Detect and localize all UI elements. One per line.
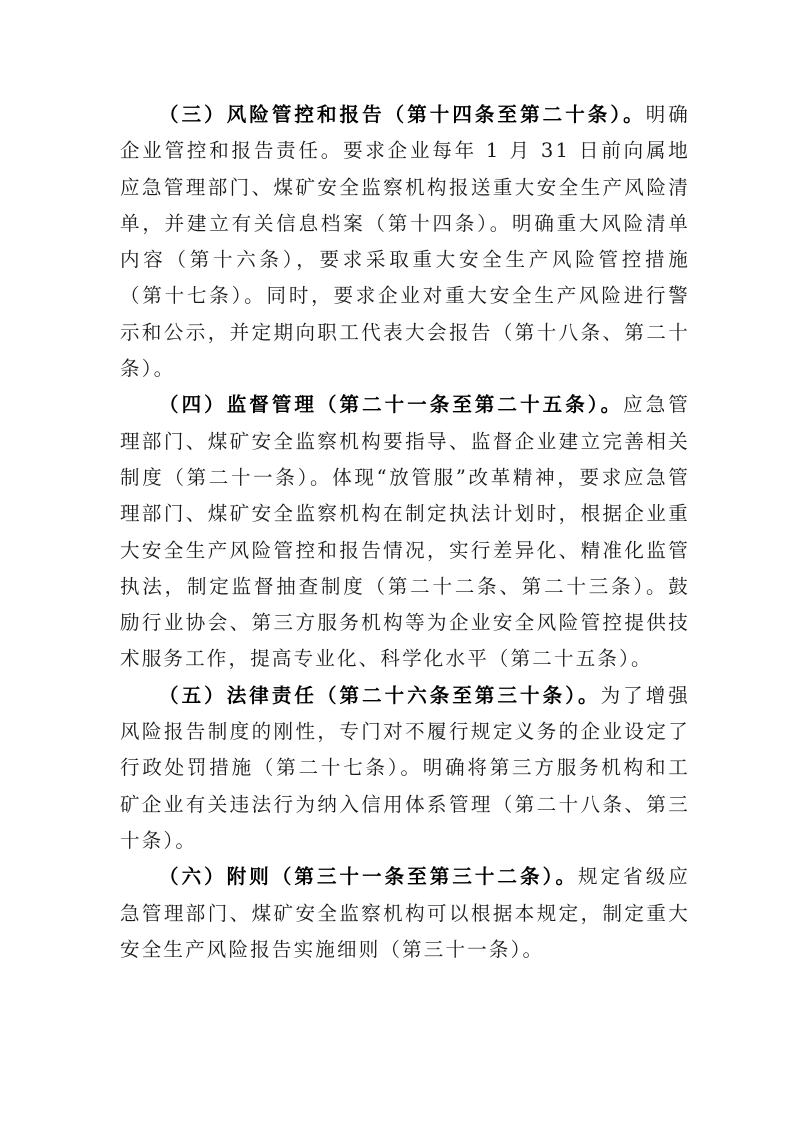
section-body: 为了增强风险报告制度的刚性，专门对不履行规定义务的企业设定了行政处罚措施（第二十七条）。明确将第三方服务机构和工矿企业有关违法行为纳入信用体系管理（第二十八条、第三十条）。 <box>120 683 690 852</box>
document-page <box>120 97 690 968</box>
section-body: 规定省级应急管理部门、煤矿安全监察机构可以根据本规定，制定重大安全生产风险报告实施细则（第三十一条）。 <box>120 865 690 961</box>
section-body: 明确企业管控和报告责任。要求企业每年 1 月 31 日前向属地应急管理部门、煤矿安全监察机构报送重大安全生产风险清单，并建立有关信息档案（第十四条）。明确重大风险清单内容（第十六条），要求采取重大安全生产风险管控措施（第十七条）。同时，要求企业对重大安全生产风险进行警示和公示，并定期向职工代表大会报告（第十八条、第二十条）。 <box>120 103 691 381</box>
section-heading: （五）法律责任（第二十六条至第三十条）。 <box>159 683 601 707</box>
section-heading: （四）监督管理（第二十一条至第二十五条）。 <box>159 393 624 417</box>
section-legal-liability <box>120 678 690 859</box>
section-body: 应急管理部门、煤矿安全监察机构要指导、监督企业建立完善相关制度（第二十一条）。体现“放管服”改革精神，要求应急管理部门、煤矿安全监察机构在制定执法计划时，根据企业重大安全生产风险管控和报告情况，实行差异化、精准化监管执法，制定监督抽查制度（第二十二条、第二十三条）。鼓励行业协会、第三方服务机构等为企业安全风险管控提供技术服务工作，提高专业化、科学化水平（第二十五条）。 <box>120 393 690 671</box>
section-heading: （六）附则（第三十一条至第三十二条）。 <box>159 865 579 889</box>
section-supervision-management <box>120 387 690 677</box>
section-supplementary-provisions <box>120 859 690 968</box>
section-risk-control-and-reporting <box>120 97 690 387</box>
section-heading: （三）风险管控和报告（第十四条至第二十条）。 <box>159 103 646 126</box>
